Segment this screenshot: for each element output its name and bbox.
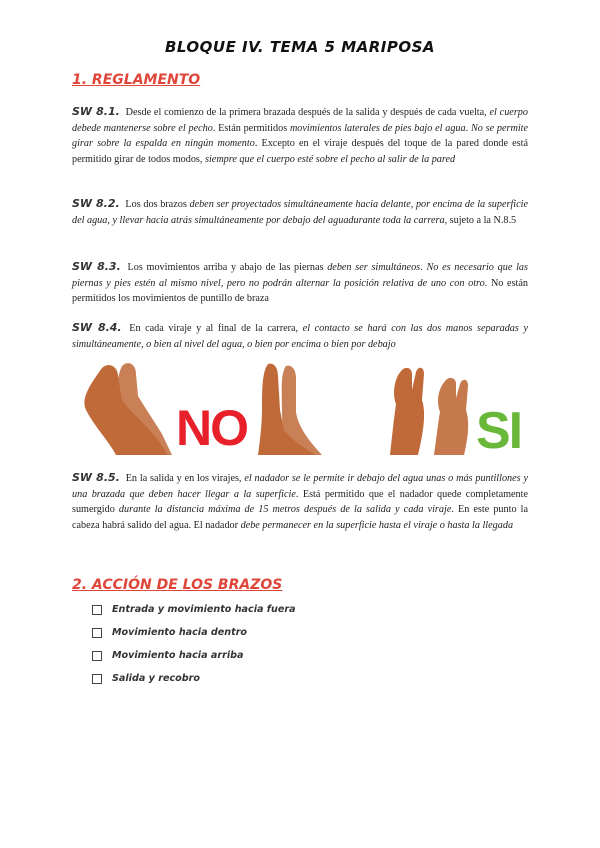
si-label: SI	[476, 402, 522, 455]
rule-emphasis: deben ser simultáneos	[327, 262, 421, 273]
checklist-label: Entrada y movimiento hacia fuera	[112, 604, 296, 615]
hands-together-icon	[84, 363, 172, 455]
rule-emphasis: deben ser proyectados simultáneamente hacia delante, por encima de la superficie del agua, y llevar hacia atrás simultáneamente por debajo del aguadurante toda la carrera	[72, 199, 528, 226]
rule-emphasis: durante la distancia máxima de 15 metros después de la salida y cada viraje	[118, 504, 452, 516]
rule-text	[72, 323, 528, 350]
rule-code: SW 8.4.	[72, 321, 122, 334]
rule-code: SW 8.5.	[72, 471, 120, 484]
rule-run: Los movimientos arriba y abajo de las piernas	[127, 262, 328, 273]
checklist-item	[92, 598, 296, 621]
rule-run: , sujeto a la N.8.5	[444, 214, 517, 226]
checkbox-icon[interactable]	[92, 674, 102, 684]
hands-separated-icon	[390, 368, 468, 455]
rule-run: .	[420, 262, 427, 273]
page-title: BLOQUE IV. TEMA 5 MARIPOSA	[164, 38, 436, 56]
checkbox-icon[interactable]	[92, 651, 102, 661]
rule-emphasis: siempre que el cuerpo esté sobre el pecho al salir de la pared	[205, 154, 456, 166]
rule-emphasis: el nadador se le permite ir debajo del agua unas o más puntillones y una brazada que deben hacer llegar a la superficie	[72, 473, 529, 500]
rule-emphasis: debe permanecer en la superficie hasta el viraje o hasta la llegada	[240, 520, 514, 532]
checklist-label: Salida y recobro	[112, 673, 200, 684]
checklist-item	[92, 644, 296, 667]
rule-text	[72, 473, 528, 531]
rule-emphasis: el cuerpo debede mantenerse sobre el pecho	[72, 107, 528, 134]
rule-code: SW 8.1.	[72, 105, 120, 118]
checkbox-icon[interactable]	[92, 605, 102, 615]
rule-emphasis: No es necesario que las piernas y pies estén al mismo nivel, pero no podrán alternar la posición relativa de uno con otro	[72, 262, 528, 289]
rule-run: . Está permitido que el nadador quede completamente sumergido	[72, 488, 529, 516]
rule-run: En la salida y en los virajes,	[125, 473, 245, 484]
rule-emphasis: movimientos laterales de pies bajo el agua	[289, 122, 466, 134]
checklist-label: Movimiento hacia dentro	[112, 627, 248, 638]
rule-emphasis: el contacto se hará con las dos manos separadas y simultáneamente, o bien al nivel del agua, o bien por encima o bien por debajo	[72, 323, 528, 350]
rule-run: Los dos brazos	[125, 199, 190, 210]
rule-run: . No están permitidos los movimientos de puntillo de braza	[72, 277, 528, 305]
no-label: NO	[176, 400, 247, 455]
section-heading-accion-brazos: 2. ACCIÓN DE LOS BRAZOS	[72, 577, 283, 593]
rule-paragraph	[72, 320, 528, 352]
rule-run: . Excepto en el viraje después del toque de la pared donde está permitido girar de todos modos,	[72, 138, 528, 166]
checklist-item	[92, 667, 296, 690]
rule-run: . Están permitidos	[212, 122, 290, 134]
rule-code: SW 8.2.	[72, 197, 120, 210]
rule-run: En cada viraje y al final de la carrera,	[129, 323, 303, 334]
rule-paragraph	[72, 104, 528, 168]
rule-text	[72, 199, 528, 226]
hands-illustration	[72, 360, 530, 455]
checklist-label: Movimiento hacia arriba	[112, 650, 244, 661]
arm-action-checklist	[92, 598, 296, 690]
rule-run: .	[465, 122, 471, 134]
hand-position-figure	[72, 360, 530, 455]
section-heading-reglamento: 1. REGLAMENTO	[72, 72, 201, 88]
praying-hands-icon	[258, 364, 322, 455]
rule-emphasis: No se permite girar sobre la espalda en ningún momento	[72, 122, 529, 150]
rule-paragraph	[72, 259, 528, 307]
rule-text	[72, 107, 528, 165]
rule-code: SW 8.3.	[72, 260, 121, 273]
checklist-item	[92, 621, 296, 644]
rule-run: . En este punto la cabeza habrá salido del agua. El nadador	[72, 504, 528, 532]
rule-paragraph	[72, 196, 528, 228]
checkbox-icon[interactable]	[92, 628, 102, 638]
rule-text	[72, 262, 528, 304]
rule-paragraph	[72, 470, 528, 534]
rule-run: Desde el comienzo de la primera brazada después de la salida y después de cada vuelta,	[125, 107, 490, 118]
